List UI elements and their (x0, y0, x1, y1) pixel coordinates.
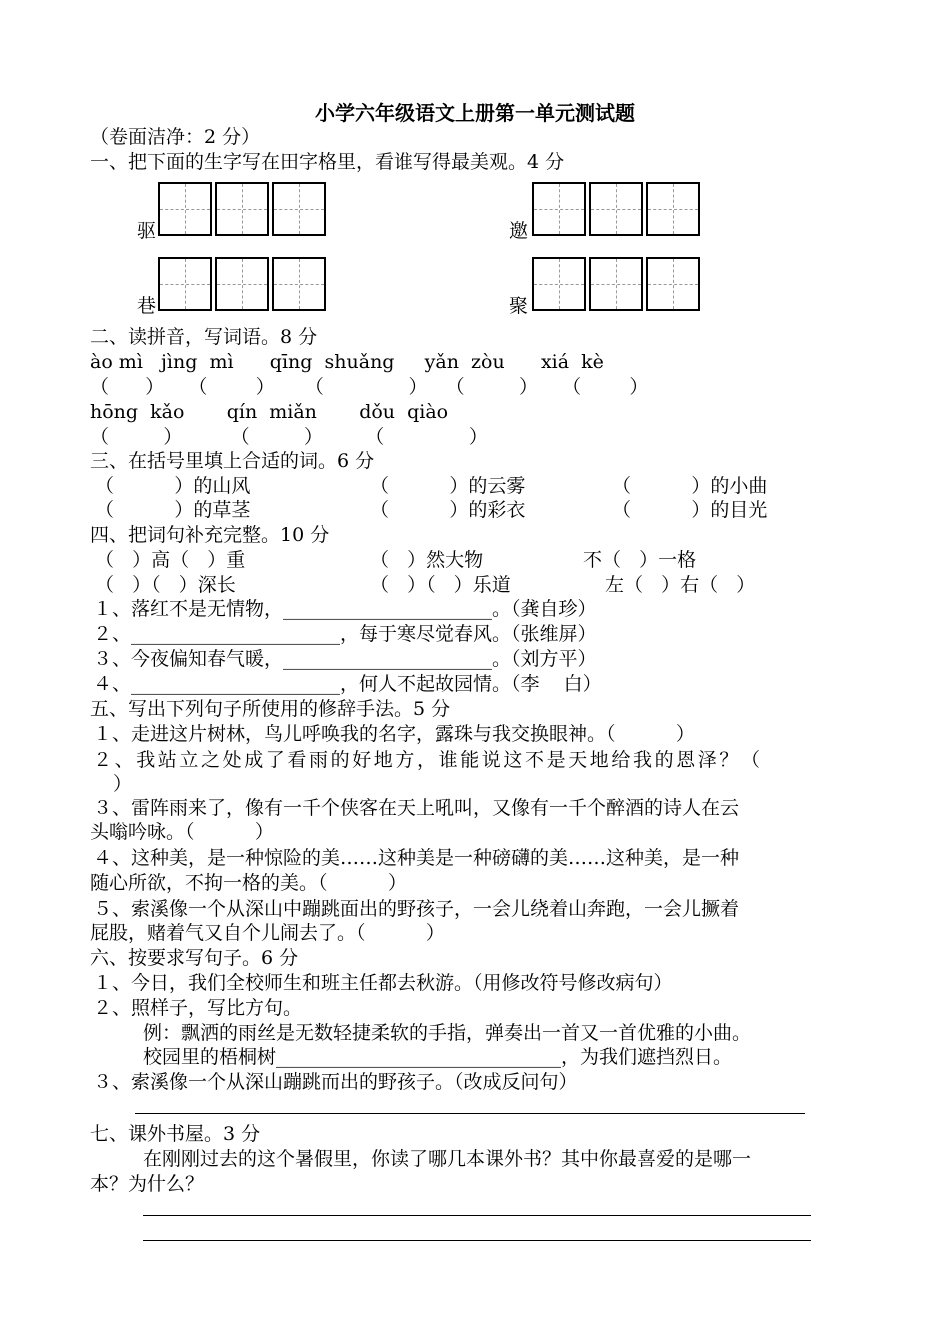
example-sentence: 例：飘洒的雨丝是无数轻捷柔软的手指，弹奏出一首又一首优雅的小曲。 (143, 1022, 752, 1044)
grid-cell[interactable] (532, 182, 586, 236)
section-3-heading: 三、在括号里填上合适的词。6 分 (90, 450, 375, 472)
grid-cell[interactable] (158, 182, 212, 236)
idiom-item[interactable]: （ ）（ ）乐道 (370, 574, 511, 596)
pinyin-row-1: ào mì jìng mì qīng shuǎng yǎn zòu xiá kè (90, 351, 604, 373)
idiom-item[interactable]: （ ）然大物 (370, 549, 484, 571)
char-label-yao: 邀 (509, 220, 529, 242)
page-title: 小学六年级语文上册第一单元测试题 (315, 101, 635, 125)
answer-line[interactable] (143, 1240, 811, 1241)
char-label-xiang: 巷 (137, 295, 157, 317)
poem-question-3[interactable]: ３、今夜偏知春气暖，______________________。（刘方平） (93, 648, 597, 670)
rhetoric-question-2-cont[interactable]: ） (113, 773, 133, 795)
answer-brackets-row-2[interactable]: （ ） （ ） （ ） (90, 426, 488, 448)
sentence-question-3: ３、索溪像一个从深山蹦跳而出的野孩子。（改成反问句） (93, 1071, 578, 1093)
answer-line[interactable] (143, 1215, 811, 1216)
rhetoric-question-2[interactable]: ２、我站立之处成了看雨的好地方，谁能说这不是天地给我的恩泽？（ (93, 749, 763, 771)
grid-cell[interactable] (215, 182, 269, 236)
simile-fill[interactable]: 校园里的梧桐树______________________________，为我们遮挡烈日。 (143, 1046, 733, 1068)
rhetoric-question-4: ４、这种美，是一种惊险的美……这种美是一种磅礴的美……这种美，是一种 (93, 847, 740, 869)
fill-item[interactable]: （ ）的目光 (612, 499, 768, 521)
rhetoric-question-4-cont[interactable]: 随心所欲，不拘一格的美。（ ） (90, 872, 407, 894)
sentence-question-2: ２、照样子，写比方句。 (93, 997, 303, 1019)
section-4-heading: 四、把词句补充完整。10 分 (90, 524, 330, 546)
grid-cell[interactable] (646, 182, 700, 236)
reading-question-cont: 本？为什么？ (90, 1173, 205, 1195)
idiom-item[interactable]: （ ）（ ）深长 (95, 574, 236, 596)
answer-brackets-row-1[interactable]: （ ） （ ） （ ） （ ） （ ） (90, 376, 649, 398)
idiom-item[interactable]: （ ）高（ ）重 (95, 549, 246, 571)
grid-cell[interactable] (646, 257, 700, 311)
char-label-qu: 驱 (137, 220, 157, 242)
idiom-item[interactable]: 左（ ）右（ ） (605, 574, 756, 596)
idiom-item[interactable]: 不（ ）一格 (583, 549, 697, 571)
writing-grid-ju[interactable] (532, 257, 703, 311)
poem-question-1[interactable]: １、落红不是无情物，______________________。（龚自珍） (93, 598, 597, 620)
fill-item[interactable]: （ ）的草茎 (95, 499, 251, 521)
grid-cell[interactable] (589, 257, 643, 311)
char-label-ju: 聚 (509, 295, 529, 317)
pinyin-row-2: hōng kǎo qín miǎn dǒu qiào (90, 401, 449, 423)
grid-cell[interactable] (532, 257, 586, 311)
fill-item[interactable]: （ ）的小曲 (612, 475, 768, 497)
grid-cell[interactable] (215, 257, 269, 311)
fill-item[interactable]: （ ）的山风 (95, 475, 251, 497)
writing-grid-qu[interactable] (158, 182, 329, 236)
section-2-heading: 二、读拼音，写词语。8 分 (90, 326, 318, 348)
fill-item[interactable]: （ ）的云雾 (370, 475, 526, 497)
section-6-heading: 六、按要求写句子。6 分 (90, 947, 299, 969)
rhetoric-question-3-cont[interactable]: 头嗡吟咏。（ ） (90, 821, 274, 843)
grid-cell[interactable] (158, 257, 212, 311)
poem-question-4[interactable]: ４、______________________，何人不起故园情。（李 白） (93, 673, 602, 695)
sentence-question-1: １、今日，我们全校师生和班主任都去秋游。（用修改符号修改病句） (93, 972, 673, 994)
cleanliness-note: （卷面洁净：2 分） (90, 126, 261, 148)
reading-question: 在刚刚过去的这个暑假里，你读了哪几本课外书？其中你最喜爱的是哪一 (143, 1148, 752, 1170)
grid-cell[interactable] (272, 182, 326, 236)
rhetoric-question-5: ５、索溪像一个从深山中蹦跳面出的野孩子，一会儿绕着山奔跑，一会儿撅着 (93, 898, 740, 920)
rhetoric-question-5-cont[interactable]: 屁股，赌着气又自个儿闹去了。（ ） (90, 922, 445, 944)
grid-cell[interactable] (272, 257, 326, 311)
section-1-heading: 一、把下面的生字写在田字格里，看谁写得最美观。4 分 (90, 151, 565, 173)
rhetoric-question-3: ３、雷阵雨来了，像有一千个侠客在天上吼叫，又像有一千个醉酒的诗人在云 (93, 797, 740, 819)
section-5-heading: 五、写出下列句子所使用的修辞手法。5 分 (90, 698, 451, 720)
section-7-heading: 七、课外书屋。3 分 (90, 1123, 261, 1145)
writing-grid-yao[interactable] (532, 182, 703, 236)
writing-grid-xiang[interactable] (158, 257, 329, 311)
answer-line[interactable] (135, 1113, 805, 1114)
grid-cell[interactable] (589, 182, 643, 236)
rhetoric-question-1[interactable]: １、走进这片树林，鸟儿呼唤我的名字，露珠与我交换眼神。（ ） (93, 723, 695, 745)
poem-question-2[interactable]: ２、______________________，每于寒尽觉春风。（张维屏） (93, 623, 597, 645)
fill-item[interactable]: （ ）的彩衣 (370, 499, 526, 521)
